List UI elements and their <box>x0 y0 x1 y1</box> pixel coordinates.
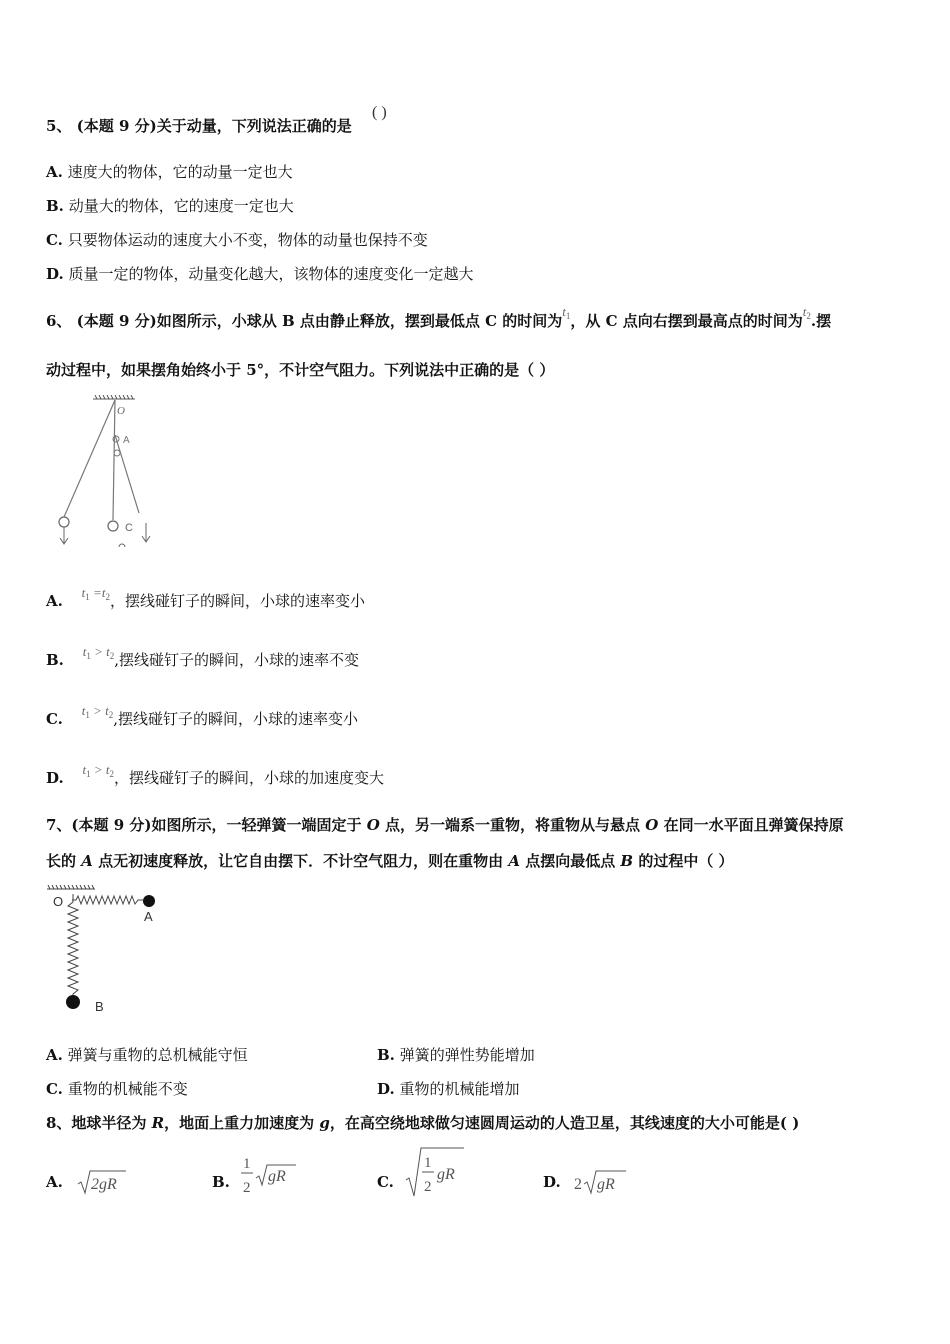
radical-sign <box>406 1148 464 1196</box>
radicand: gR <box>597 1176 615 1193</box>
q6-stem-part-b: ，从 C 点向右摆到最高点的时间为 <box>570 312 803 330</box>
q7-option-d[interactable] <box>377 1079 520 1099</box>
option-text: 速度大的物体，它的动量一定也大 <box>67 163 293 181</box>
label-o: O <box>117 405 125 417</box>
ceiling-hatch <box>47 885 95 889</box>
ball-partial <box>119 544 125 547</box>
option-text: 重物的机械能不变 <box>67 1080 188 1098</box>
option-label: A. <box>46 1046 63 1064</box>
q8-option-a[interactable] <box>46 1172 63 1192</box>
q5-stem-text: 5、 (本题 9 分)关于动量，下列说法正确的是 <box>46 117 352 135</box>
pendulum-figure <box>55 395 165 550</box>
q7-o-italic: O <box>366 816 380 834</box>
q7-o-italic-2: O <box>645 816 659 834</box>
q8-option-c-formula <box>404 1146 466 1200</box>
q7-text-b: 点，另一端系一重物，将重物从与悬点 <box>379 816 646 834</box>
q8-option-a-sqrt <box>76 1167 128 1197</box>
label-a: A <box>123 435 130 446</box>
q5-stem <box>46 116 352 136</box>
q5-paren-text: ( ) <box>372 104 387 121</box>
q7-option-c[interactable] <box>46 1079 188 1099</box>
q5-option-c[interactable] <box>46 230 428 250</box>
option-formula: $t_1 > t_2$ <box>82 762 115 779</box>
option-text: 弹簧的弹性势能增加 <box>399 1046 535 1064</box>
string-right <box>115 435 139 513</box>
label-o: O <box>53 894 64 909</box>
option-text: 动量大的物体，它的速度一定也大 <box>68 197 294 215</box>
q8-r-italic: R <box>151 1114 165 1132</box>
option-text: ,摆线碰钉子的瞬间，小球的速率不变 <box>114 651 359 669</box>
option-label: A. <box>46 163 63 181</box>
q8-option-d[interactable] <box>543 1172 561 1192</box>
option-label: A. <box>46 592 63 610</box>
ceiling-hatch <box>93 395 135 399</box>
option-label: C. <box>46 710 63 728</box>
q7-text-c: 在同一水平面且弹簧保持原 <box>658 816 844 834</box>
option-text: 弹簧与重物的总机械能守恒 <box>67 1046 248 1064</box>
q8-text-c: ，在高空绕地球做匀速圆周运动的人造卫星，其线速度的大小可能是( ) <box>329 1114 800 1132</box>
fraction-numerator: 1 <box>424 1155 432 1171</box>
spring-figure <box>45 880 170 1020</box>
option-label: C. <box>46 1080 63 1098</box>
q5-option-d[interactable] <box>46 264 474 284</box>
fraction-denominator: 2 <box>424 1179 432 1195</box>
option-text: 只要物体运动的速度大小不变，物体的动量也保持不变 <box>67 231 428 249</box>
q5-answer-paren <box>372 102 387 123</box>
string-center <box>113 400 115 520</box>
fraction-denominator: 2 <box>243 1180 251 1196</box>
option-label: A. <box>46 1173 63 1191</box>
q6-option-c[interactable] <box>46 703 358 734</box>
option-label: B. <box>46 197 64 215</box>
q6-option-a[interactable] <box>46 585 365 616</box>
q8-option-b-formula <box>238 1153 298 1199</box>
option-formula: $t_1 > t_2$ <box>82 644 115 661</box>
q8-text-b: ，地面上重力加速度为 <box>164 1114 320 1132</box>
q7-a-italic-2: A <box>508 852 520 870</box>
q7-text-d: 长的 <box>46 852 82 870</box>
q8-g-italic: g <box>319 1114 330 1132</box>
string-left <box>64 400 115 517</box>
option-label: B. <box>46 651 64 669</box>
option-label: D. <box>46 769 64 787</box>
q6-stem-part-c: .摆 <box>810 312 832 330</box>
q6-option-b[interactable] <box>46 644 359 675</box>
q7-stem-line1 <box>46 815 844 835</box>
option-text: ，摆线碰钉子的瞬间，小球的加速度变大 <box>114 769 385 787</box>
option-text: 重物的机械能增加 <box>399 1080 520 1098</box>
q8-option-b[interactable] <box>212 1172 230 1192</box>
q6-stem-part-a: 6、 (本题 9 分)如图所示，小球从 B 点由静止释放，摆到最低点 C 的时间为 <box>46 312 563 330</box>
label-a: A <box>144 909 153 924</box>
q6-stem-line1 <box>46 304 832 336</box>
weight-b <box>66 995 80 1009</box>
q7-text-a: 7、(本题 9 分)如图所示，一轻弹簧一端固定于 <box>46 816 367 834</box>
q7-b-italic: B <box>620 852 634 870</box>
option-label: B. <box>212 1173 230 1191</box>
q6-t2-symbol: $t_2$ <box>802 304 811 321</box>
q7-stem-line2 <box>46 851 734 871</box>
fraction-numerator: 1 <box>243 1156 251 1172</box>
spring-vertical <box>68 894 78 998</box>
option-text: ，摆线碰钉子的瞬间，小球的速率变小 <box>109 592 365 610</box>
radicand: gR <box>268 1168 286 1185</box>
q8-text-a: 8、地球半径为 <box>46 1114 152 1132</box>
option-label: B. <box>377 1046 395 1064</box>
q7-text-g: 的过程中（ ） <box>633 852 734 870</box>
q7-option-b[interactable] <box>377 1045 535 1065</box>
option-label: C. <box>46 231 63 249</box>
q8-option-d-formula <box>572 1167 628 1197</box>
q6-option-d[interactable] <box>46 762 385 793</box>
option-text: 质量一定的物体，动量变化越大，该物体的速度变化一定越大 <box>68 265 474 283</box>
q8-stem <box>46 1113 799 1133</box>
option-formula: $t_1 =t_2$ <box>81 585 110 602</box>
q7-option-a[interactable] <box>46 1045 248 1065</box>
option-label: D. <box>377 1080 395 1098</box>
q6-t1-symbol: $t_1$ <box>562 304 571 321</box>
q7-text-e: 点无初速度释放，让它自由摆下．不计空气阻力，则在重物由 <box>92 852 509 870</box>
coefficient: 2 <box>574 1176 582 1193</box>
option-label: C. <box>377 1173 394 1191</box>
q7-text-f: 点摆向最低点 <box>519 852 621 870</box>
weight-a <box>143 895 155 907</box>
q7-a-italic: A <box>81 852 93 870</box>
q6-stem-line2-text: 动过程中，如果摆角始终小于 5°，不计空气阻力。下列说法中正确的是（ ） <box>46 361 555 379</box>
radicand: 2gR <box>91 1176 117 1193</box>
option-label: D. <box>543 1173 561 1191</box>
q6-stem-line2 <box>46 360 554 380</box>
ball-b <box>59 517 69 527</box>
q8-option-c[interactable] <box>377 1172 394 1192</box>
q5-option-b[interactable] <box>46 196 294 216</box>
spring-horizontal <box>72 896 143 904</box>
nail-marker <box>114 450 120 456</box>
q5-option-a[interactable] <box>46 162 293 182</box>
ball-c <box>108 521 118 531</box>
option-text: ,摆线碰钉子的瞬间，小球的速率变小 <box>113 710 358 728</box>
label-b: B <box>95 999 104 1014</box>
radicand: gR <box>437 1166 455 1183</box>
option-formula: $t_1 > t_2$ <box>81 703 114 720</box>
option-label: D. <box>46 265 64 283</box>
label-c: C <box>125 522 133 534</box>
